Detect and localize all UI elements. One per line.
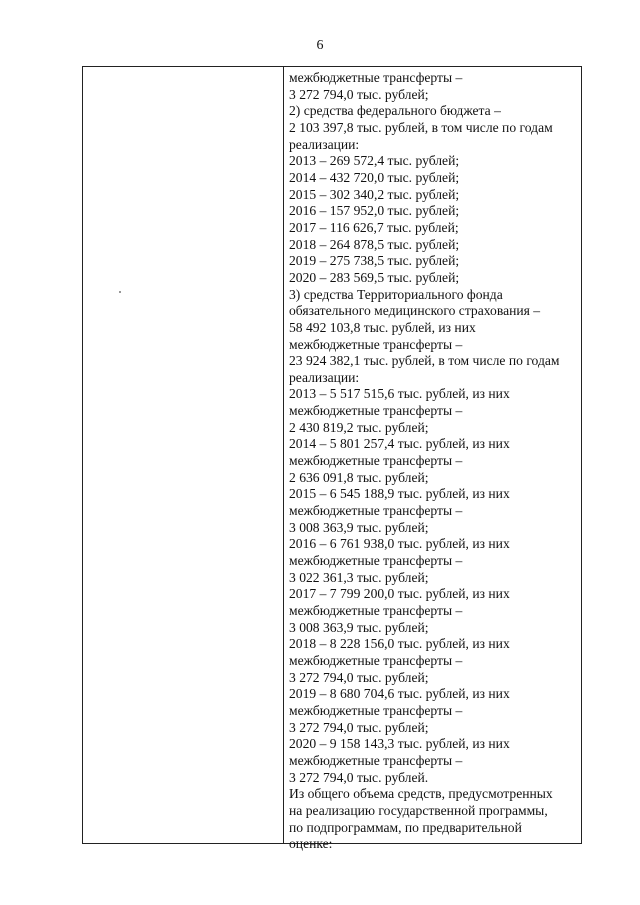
text-line: межбюджетные трансферты – xyxy=(289,70,463,85)
text-line: 2) средства федерального бюджета – xyxy=(289,103,501,119)
text-line: 3 008 363,9 тыс. рублей; xyxy=(289,619,429,635)
text-line: 3 272 794,0 тыс. рублей; xyxy=(289,86,429,102)
right-column-cell xyxy=(289,70,577,853)
left-column-cell xyxy=(83,67,283,843)
text-line: 3 022 361,3 тыс. рублей; xyxy=(289,569,429,585)
text-line: межбюджетные трансферты – xyxy=(289,403,463,419)
column-divider xyxy=(283,67,284,843)
text-line: межбюджетные трансферты – xyxy=(289,453,463,469)
text-line: 2020 – 9 158 143,3 тыс. рублей, из них xyxy=(289,736,510,752)
text-line: 2017 – 116 626,7 тыс. рублей; xyxy=(289,219,459,235)
text-line: 3 272 794,0 тыс. рублей; xyxy=(289,669,429,685)
text-line: на реализацию государственной программы, xyxy=(289,802,548,818)
text-line: 2 430 819,2 тыс. рублей; xyxy=(289,419,429,435)
text-line: 2 103 397,8 тыс. рублей, в том числе по годам xyxy=(289,119,553,135)
text-line: 2014 – 5 801 257,4 тыс. рублей, из них xyxy=(289,436,510,452)
text-line: 2019 – 275 738,5 тыс. рублей; xyxy=(289,253,460,269)
text-line: 3 272 794,0 тыс. рублей. xyxy=(289,769,429,785)
text-line: Из общего объема средств, предусмотренных xyxy=(289,786,553,802)
text-line: 2019 – 8 680 704,6 тыс. рублей, из них xyxy=(289,686,510,702)
text-line: 2018 – 8 228 156,0 тыс. рублей, из них xyxy=(289,636,510,652)
text-line: обязательного медицинского страхования – xyxy=(289,303,541,319)
scan-speck xyxy=(119,291,121,293)
text-line: межбюджетные трансферты – xyxy=(289,603,463,618)
text-line: 2014 – 432 720,0 тыс. рублей; xyxy=(289,169,460,185)
text-line: межбюджетные трансферты – xyxy=(289,752,463,768)
page-number: 6 xyxy=(316,38,324,53)
text-line: 3) средства Территориального фонда xyxy=(289,286,503,302)
text-line: 2016 – 6 761 938,0 тыс. рублей, из них xyxy=(289,536,510,552)
text-line: реализации: xyxy=(289,136,360,152)
text-line: 2017 – 7 799 200,0 тыс. рублей, из них xyxy=(289,586,510,602)
text-line: межбюджетные трансферты – xyxy=(289,336,463,352)
text-line: 2018 – 264 878,5 тыс. рублей; xyxy=(289,236,460,252)
text-line: 2016 – 157 952,0 тыс. рублей; xyxy=(289,203,460,219)
text-line: по подпрограммам, по предварительной xyxy=(289,819,522,835)
text-line: 3 272 794,0 тыс. рублей; xyxy=(289,719,429,735)
text-line: оценке: xyxy=(289,836,333,852)
document-table xyxy=(82,66,582,852)
text-line: 2020 – 283 569,5 тыс. рублей; xyxy=(289,269,460,285)
text-line: межбюджетные трансферты – xyxy=(289,553,463,569)
text-line: 23 924 382,1 тыс. рублей, в том числе по годам xyxy=(289,353,560,369)
text-line: 2015 – 6 545 188,9 тыс. рублей, из них xyxy=(289,486,510,502)
text-line: 3 008 363,9 тыс. рублей; xyxy=(289,519,429,535)
text-line: межбюджетные трансферты – xyxy=(289,702,463,718)
text-line: 2013 – 5 517 515,6 тыс. рублей, из них xyxy=(289,386,510,402)
text-line: 2015 – 302 340,2 тыс. рублей; xyxy=(289,186,460,202)
text-line: 58 492 103,8 тыс. рублей, из них xyxy=(289,319,476,335)
text-line: межбюджетные трансферты – xyxy=(289,652,463,668)
text-line: 2013 – 269 572,4 тыс. рублей; xyxy=(289,153,460,169)
text-line: 2 636 091,8 тыс. рублей; xyxy=(289,469,429,485)
text-line: реализации: xyxy=(289,369,360,385)
text-line: межбюджетные трансферты – xyxy=(289,503,463,519)
